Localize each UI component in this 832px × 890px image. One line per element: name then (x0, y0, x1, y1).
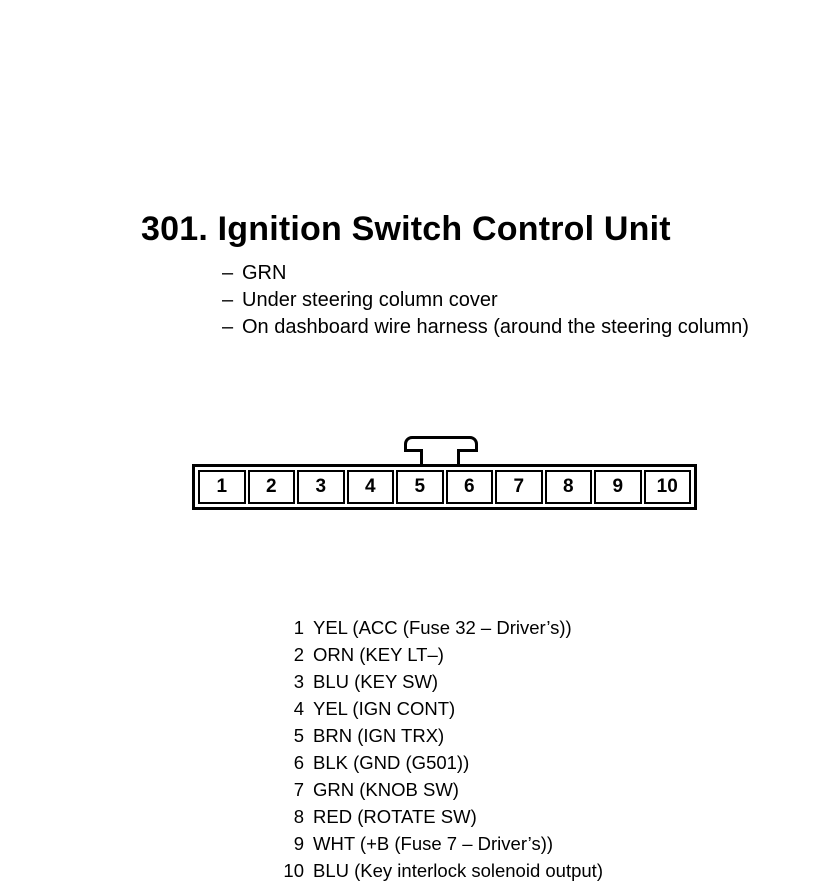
pin-row (276, 776, 603, 803)
pin-number: 6 (293, 752, 304, 773)
pin-cell-7: 7 (495, 470, 543, 504)
dash: – (222, 262, 234, 284)
pin-number: 4 (293, 698, 304, 719)
pin-list (276, 614, 603, 884)
pin-description: BLU (KEY SW) (313, 671, 439, 692)
page-title: 301. Ignition Switch Control Unit (141, 210, 671, 248)
pin-number: 9 (293, 833, 304, 854)
note-text: On dashboard wire harness (around the steering column) (242, 316, 749, 338)
pin-number: 8 (293, 806, 304, 827)
pin-description: GRN (KNOB SW) (313, 779, 459, 800)
pin-row (276, 668, 603, 695)
pin-cell-5: 5 (396, 470, 444, 504)
note-text: GRN (242, 262, 287, 284)
pin-description: YEL (IGN CONT) (313, 698, 456, 719)
connector-diagram (192, 464, 697, 510)
note-text: Under steering column cover (242, 289, 498, 311)
connector-body (192, 464, 697, 510)
pin-description: BLK (GND (G501)) (313, 752, 470, 773)
note-item (222, 314, 749, 341)
pin-description: BRN (IGN TRX) (313, 725, 445, 746)
pin-row (276, 749, 603, 776)
note-item (222, 260, 749, 287)
pin-cell-1: 1 (198, 470, 246, 504)
pin-cell-4: 4 (347, 470, 395, 504)
pin-number: 2 (293, 644, 304, 665)
pin-number: 10 (283, 860, 304, 881)
pin-cell-2: 2 (248, 470, 296, 504)
note-item (222, 287, 749, 314)
pin-cell-6: 6 (446, 470, 494, 504)
pin-cell-3: 3 (297, 470, 345, 504)
pin-description: ORN (KEY LT–) (313, 644, 444, 665)
pin-number: 1 (293, 617, 304, 638)
notes-list (222, 260, 749, 341)
pin-cell-10: 10 (644, 470, 692, 504)
pin-row (276, 830, 603, 857)
pin-description: BLU (Key interlock solenoid output) (313, 860, 603, 881)
pin-number: 3 (293, 671, 304, 692)
latch-leg-right (457, 449, 460, 464)
pin-row (276, 641, 603, 668)
pin-cell-9: 9 (594, 470, 642, 504)
pin-number: 7 (293, 779, 304, 800)
pin-description: YEL (ACC (Fuse 32 – Driver’s)) (313, 617, 572, 638)
pin-row (276, 722, 603, 749)
pin-cell-8: 8 (545, 470, 593, 504)
pin-row (276, 614, 603, 641)
pin-row (276, 695, 603, 722)
dash: – (222, 316, 234, 338)
pin-row (276, 857, 603, 884)
pin-row (276, 803, 603, 830)
pin-description: RED (ROTATE SW) (313, 806, 477, 827)
latch-leg-left (420, 449, 423, 464)
latch-foot-right (457, 449, 478, 452)
dash: – (222, 289, 234, 311)
pin-number: 5 (293, 725, 304, 746)
pin-description: WHT (+B (Fuse 7 – Driver’s)) (313, 833, 554, 854)
